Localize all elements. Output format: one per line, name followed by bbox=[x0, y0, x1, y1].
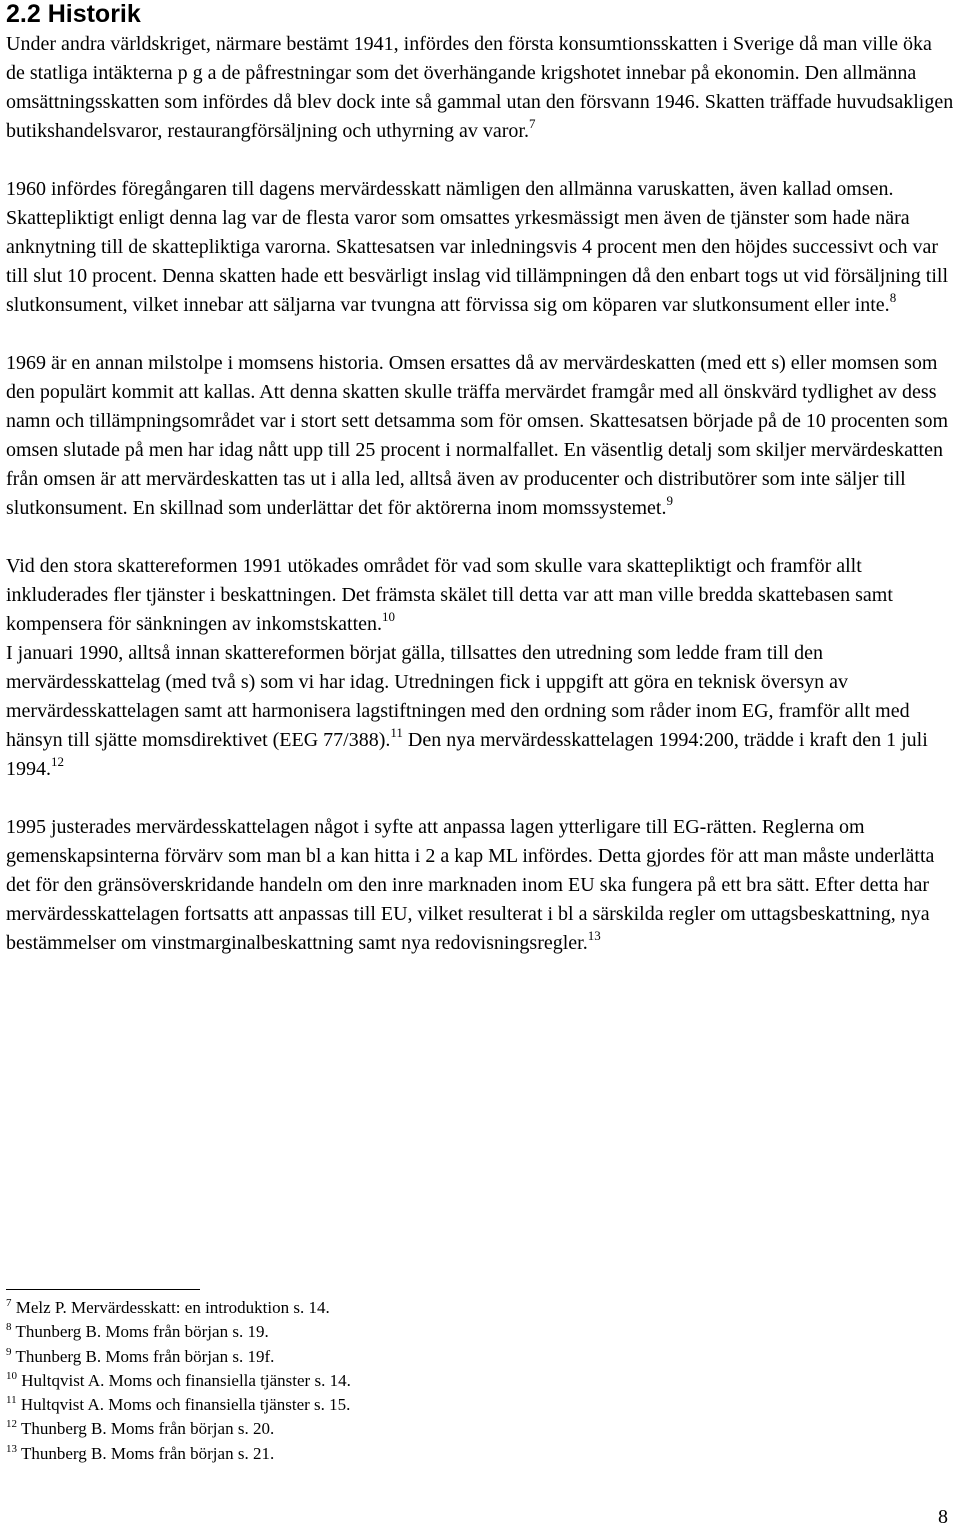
footnote-number: 9 bbox=[6, 1345, 12, 1358]
paragraph-5 bbox=[6, 639, 954, 784]
footnote-ref-8[interactable]: 8 bbox=[889, 290, 897, 305]
page-number: 8 bbox=[938, 1506, 948, 1528]
footnote-number: 7 bbox=[6, 1297, 12, 1309]
footnote-text: Thunberg B. Moms från början s. 19f. bbox=[15, 1346, 275, 1366]
body-text bbox=[6, 30, 954, 958]
footnote-text: Melz P. Mervärdesskatt: en introduktion s. 14. bbox=[15, 1298, 330, 1317]
footnote-text: Thunberg B. Moms från början s. 20. bbox=[20, 1419, 275, 1439]
footnote-12 bbox=[6, 1417, 706, 1441]
document-page bbox=[6, 0, 954, 1533]
footnote-ref-13[interactable]: 13 bbox=[587, 928, 601, 943]
footnote-10 bbox=[6, 1369, 706, 1393]
footnote-text: Thunberg B. Moms från början s. 19. bbox=[15, 1322, 269, 1342]
footnote-13 bbox=[6, 1442, 706, 1466]
paragraph-6 bbox=[6, 813, 954, 958]
footnote-ref-9[interactable]: 9 bbox=[666, 493, 673, 508]
footnote-text: Hultqvist A. Moms och finansiella tjänster s. 15. bbox=[20, 1395, 351, 1415]
footnote-number: 8 bbox=[6, 1321, 12, 1334]
footnote-number: 10 bbox=[6, 1369, 17, 1382]
footnote-number: 11 bbox=[6, 1394, 17, 1407]
footnote-ref-12[interactable]: 12 bbox=[51, 754, 64, 769]
footnote-text: Thunberg B. Moms från början s. 21. bbox=[20, 1443, 275, 1463]
paragraph-5-text-a: I januari 1990, alltså innan skattereformen börjat gälla, tillsattes den utredning som ledde fram till den mervärdesskattelag (med två s) som vi har idag. Utredningen fick i uppgift att göra en teknisk översyn av mervärdesskattelagen samt att harmonisera lagstiftningen med den ordning som råder inom EG, framför allt med hänsyn till sjätte momsdirektivet (EEG 77/388). bbox=[6, 642, 910, 751]
paragraph-4 bbox=[6, 552, 954, 639]
paragraph-2 bbox=[6, 175, 954, 320]
footnote-ref-11[interactable]: 11 bbox=[390, 725, 403, 740]
footnote-divider bbox=[6, 1289, 200, 1290]
paragraph-5-text-b: Den nya mervärdesskattelagen 1994:200, trädde i kraft den 1 juli 1994. bbox=[6, 729, 928, 780]
footnotes bbox=[6, 1296, 706, 1466]
footnote-7 bbox=[6, 1296, 706, 1320]
footnote-11 bbox=[6, 1393, 706, 1417]
paragraph-1 bbox=[6, 30, 954, 146]
footnote-text: Hultqvist A. Moms och finansiella tjänster s. 14. bbox=[21, 1370, 351, 1390]
footnote-ref-7[interactable]: 7 bbox=[528, 116, 536, 131]
paragraph-3-text: 1969 är en annan milstolpe i momsens historia. Omsen ersattes då av mervärdeskatten (med ett s) eller momsen som den populärt kommit att kallas. Att denna skatten skulle träffa mervärdet framgår med all önskvärd tydlighet av dess namn och tillämpningsområdet var i stort sett detsamma som för omsen. Skattesatsen började på de 10 procenten som omsen slutade på men har idag nått upp till 25 procent i normalfallet. En väsentlig detalj som skiljer mervärdeskatten från omsen är att mervärdeskatten tas ut i alla led, alltså även av producenter och distributörer som inte säljer till slutkonsument. En skillnad som underlättar det för aktörerna inom momssystemet. bbox=[6, 352, 949, 519]
paragraph-2-text: 1960 infördes föregångaren till dagens mervärdesskatt nämligen den allmänna varuskatten, även kallad omsen. Skattepliktigt enligt denna lag var de flesta varor som omsattes yrkesmässigt men även de tjänster som hade nära anknytning till de skattepliktiga varorna. Skattesatsen var inledningsvis 4 procent men den höjdes successivt och var till slut 10 procent. Denna skatten hade ett besvärligt inslag vid tillämpningen då den enbart togs ut vid försäljning till slutkonsument, vilket innebar att säljarna var tvungna att förvissa sig om köparen var slutkonsument eller inte. bbox=[6, 178, 949, 316]
footnote-number: 12 bbox=[6, 1418, 17, 1431]
footnote-8 bbox=[6, 1320, 706, 1344]
footnote-number: 13 bbox=[6, 1442, 17, 1455]
footnote-9 bbox=[6, 1345, 706, 1369]
section-heading: 2.2 Historik bbox=[6, 0, 141, 28]
paragraph-1-text: Under andra världskriget, närmare bestämt 1941, infördes den första konsumtionsskatten i Sverige då man ville öka de statliga intäkterna p g a de påfrestningar som det överhängande krigshotet innebar på ekonomin. Den allmänna omsättningsskatten som infördes då blev dock inte så gammal utan den försvann 1946. Skatten träffade huvudsakligen butikshandelsvaror, restaurangförsäljning och uthyrning av varor. bbox=[6, 33, 954, 142]
paragraph-3 bbox=[6, 349, 954, 523]
footnote-ref-10[interactable]: 10 bbox=[382, 609, 396, 624]
paragraph-4-text: Vid den stora skattereformen 1991 utökades området för vad som skulle vara skattepliktigt och framför allt inkluderades fler tjänster i beskattningen. Det främsta skälet till detta var att man ville bredda skattebasen samt kompensera för sänkningen av inkomstskatten. bbox=[6, 555, 893, 635]
paragraph-6-text: 1995 justerades mervärdesskattelagen något i syfte att anpassa lagen ytterligare till EG-rätten. Reglerna om gemenskapsinterna förvärv som man bl a kan hitta i 2 a kap ML infördes. Detta gjordes för att man måste underlätta det för den gränsöverskridande handeln om den inre marknaden inom EU ska fungera på ett bra sätt. Efter detta har mervärdesskattelagen fortsatts att anpassas till EU, vilket resulterat i bl a särskilda regler om uttagsbeskattning, nya bestämmelser om vinstmarginalbeskattning samt nya redovisningsregler. bbox=[6, 816, 935, 954]
